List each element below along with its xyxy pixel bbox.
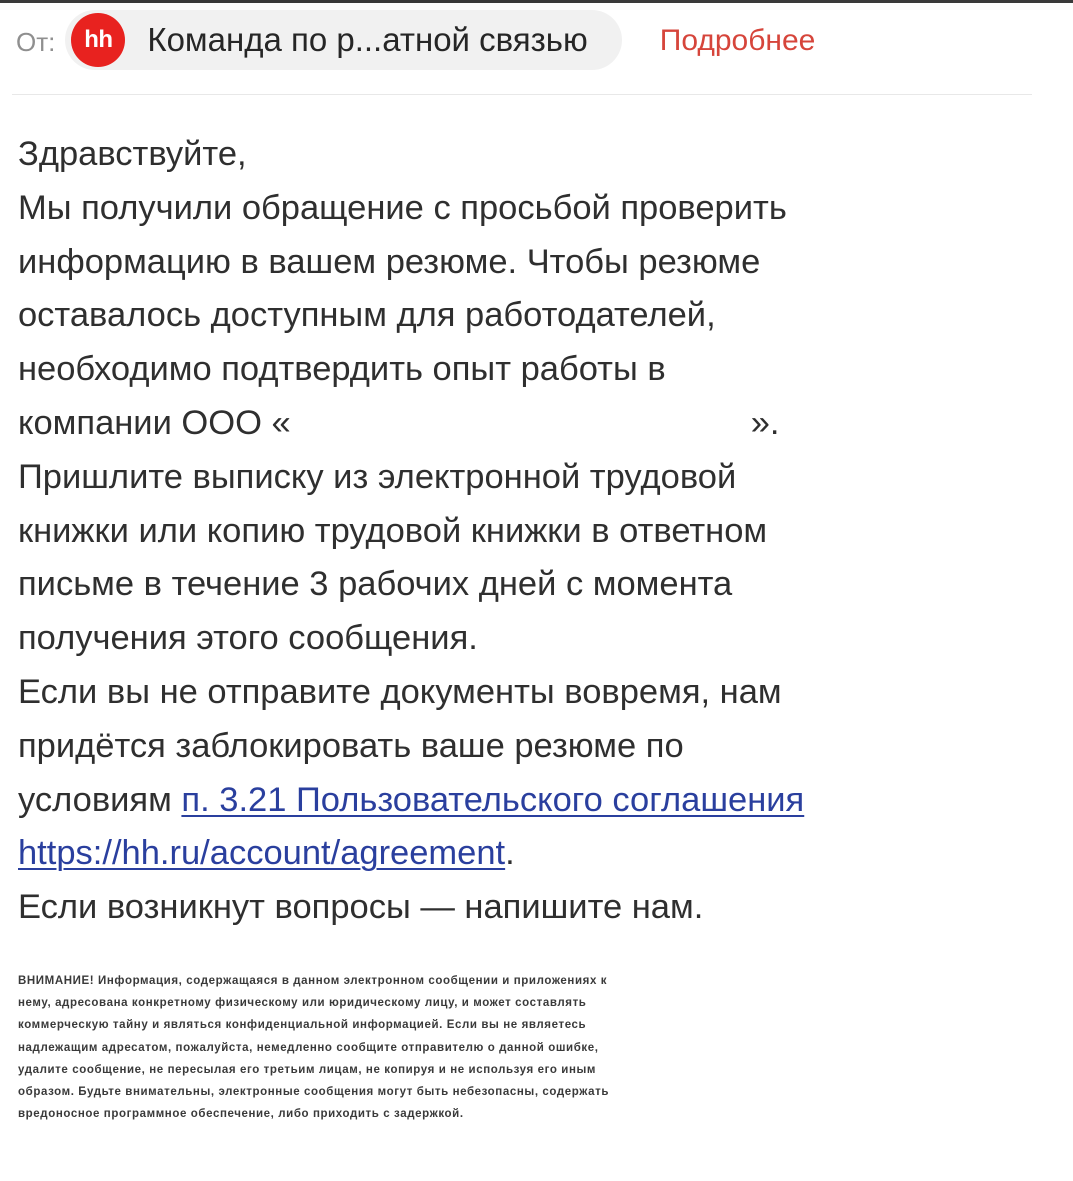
greeting: Здравствуйте,: [18, 135, 247, 173]
disclaimer-line: ВНИМАНИЕ! Информация, содержащаяся в данном электронном сообщении и приложениях к: [18, 975, 608, 987]
message-line: Пришлите выписку из электронной трудовой: [18, 457, 737, 496]
conditions-prefix: условиям: [18, 780, 182, 819]
agreement-link[interactable]: п. 3.21 Пользовательского соглашения: [181, 780, 805, 819]
message-line: информацию в вашем резюме. Чтобы резюме: [18, 242, 761, 281]
message-line: необходимо подтвердить опыт работы в: [18, 350, 666, 389]
header-divider: [12, 94, 1032, 95]
message-line: оставалось доступным для работодателей,: [18, 296, 716, 335]
disclaimer-line: образом. Будьте внимательны, электронные сообщения могут быть небезопасны, содержать: [18, 1086, 610, 1099]
message-line: Если вы не отправите документы вовремя, нам: [18, 672, 782, 711]
disclaimer-line: коммерческую тайну и являться конфиденциальной информацией. Если вы не являетесь: [18, 1019, 587, 1032]
message-line: получения этого сообщения.: [18, 619, 478, 658]
url-line: [18, 827, 1058, 881]
message-line: книжки или копию трудовой книжки в ответном: [18, 511, 768, 550]
disclaimer-line: удалите сообщение, не пересылая его третьим лицам, не копируя и не используя его иным: [18, 1063, 597, 1076]
message-body: [18, 128, 1058, 935]
message-line: Мы получили обращение с просьбой проверить: [18, 188, 787, 227]
company-suffix: ».: [750, 403, 780, 442]
agreement-url-link[interactable]: https://hh.ru/account/agreement: [18, 834, 506, 873]
company-line: [18, 397, 1058, 451]
sender-name: Команда по р...атной связью: [147, 21, 588, 58]
disclaimer-line: вредоносное программное обеспечение, либо приходить с задержкой.: [18, 1108, 464, 1121]
closing-line: Если возникнут вопросы — напишите нам.: [18, 888, 704, 927]
details-link[interactable]: Подробнее: [659, 24, 816, 57]
url-suffix: .: [505, 834, 515, 873]
sender-chip[interactable]: [65, 10, 621, 70]
conditions-line: [18, 774, 1058, 828]
legal-disclaimer: [18, 970, 968, 1125]
from-label: От:: [16, 26, 56, 57]
message-line: письме в течение 3 рабочих дней с момента: [18, 565, 733, 604]
top-border: [0, 0, 1073, 3]
email-header: [16, 8, 1036, 72]
disclaimer-line: надлежащим адресатом, пожалуйста, немедленно сообщите отправителю о данной ошибке,: [18, 1041, 599, 1054]
hh-logo-icon: hh: [71, 13, 125, 67]
message-line: придётся заблокировать ваше резюме по: [18, 726, 684, 765]
disclaimer-line: нему, адресована конкретному физическому или юридическому лицу, и может составлять: [18, 997, 587, 1010]
company-prefix: компании ООО «: [18, 403, 291, 442]
